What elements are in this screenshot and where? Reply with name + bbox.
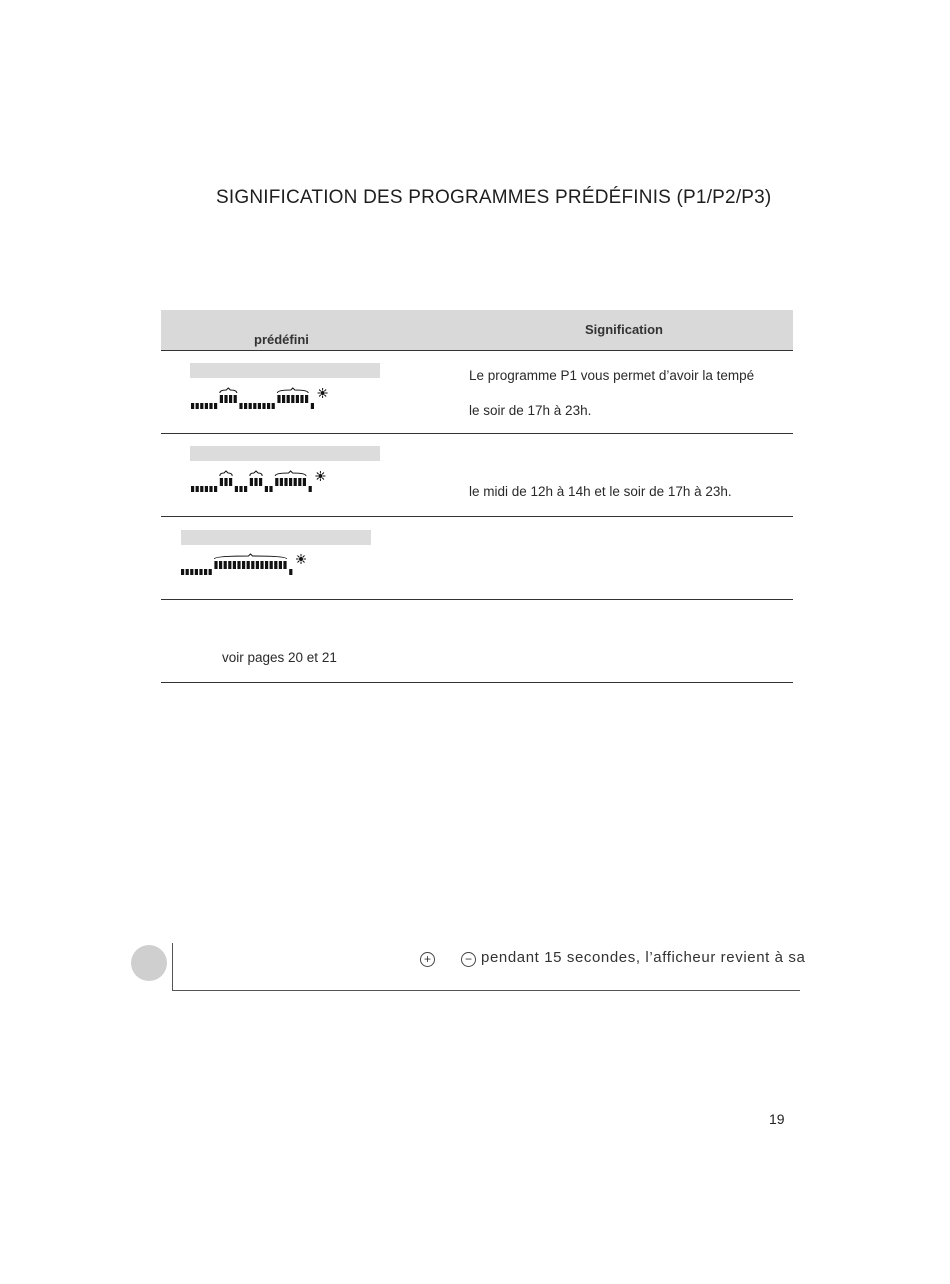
hour-segment xyxy=(200,486,203,492)
p3-timeline-icon xyxy=(181,555,381,583)
hour-segment xyxy=(300,395,303,403)
hour-segment xyxy=(267,403,270,409)
hour-segment xyxy=(214,561,217,569)
hour-segment xyxy=(311,403,314,409)
p2-timeline-icon xyxy=(191,472,391,500)
hour-segment xyxy=(251,561,254,569)
comfort-brace xyxy=(220,388,237,393)
footer-divider-vertical xyxy=(172,943,173,991)
hour-segment xyxy=(244,403,247,409)
hour-segment xyxy=(190,569,193,575)
minus-circle-icon: − xyxy=(461,952,476,967)
hour-segment xyxy=(233,561,236,569)
hour-segment xyxy=(200,403,203,409)
hour-segment xyxy=(296,395,299,403)
moon-icon xyxy=(318,484,322,492)
comfort-brace xyxy=(250,471,262,476)
hour-segment xyxy=(282,395,285,403)
hour-segment xyxy=(191,486,194,492)
hour-segment xyxy=(287,395,290,403)
hour-segment xyxy=(242,561,245,569)
see-pages-note: voir pages 20 et 21 xyxy=(222,650,337,665)
hour-segment xyxy=(262,403,265,409)
hour-segment xyxy=(305,395,308,403)
footer-instruction-text: pendant 15 secondes, l’afficheur revient à sa xyxy=(481,949,806,966)
table-row-p1 xyxy=(161,351,793,434)
sun-icon xyxy=(318,388,328,398)
hour-segment xyxy=(204,569,207,575)
hour-segment xyxy=(235,486,238,492)
page-number: 19 xyxy=(769,1111,785,1127)
hour-segment xyxy=(219,561,222,569)
hour-segment xyxy=(256,561,259,569)
hour-segment xyxy=(298,478,301,486)
program-label-bar xyxy=(181,530,371,545)
hour-segment xyxy=(229,395,232,403)
page-title: SIGNIFICATION DES PROGRAMMES PRÉDÉFINIS (P1/P2/P3) xyxy=(216,187,772,208)
hour-segment xyxy=(228,561,231,569)
header-signification: Signification xyxy=(585,322,663,337)
section-tab-marker xyxy=(131,945,167,981)
p2-signification-line-1: le midi de 12h à 14h et le soir de 17h à 23h. xyxy=(469,484,732,499)
footer-divider-horizontal xyxy=(172,990,800,991)
hour-segment xyxy=(284,478,287,486)
hour-segment xyxy=(265,486,268,492)
hour-segment xyxy=(220,395,223,403)
table-row-note xyxy=(161,600,793,683)
sun-icon xyxy=(315,471,325,481)
hour-segment xyxy=(224,478,227,486)
hour-segment xyxy=(258,403,261,409)
table-header xyxy=(161,310,793,351)
hour-segment xyxy=(303,478,306,486)
hour-segment xyxy=(196,403,199,409)
hour-segment xyxy=(191,403,194,409)
p1-timeline-icon xyxy=(191,389,391,417)
hour-segment xyxy=(265,561,268,569)
hour-segment xyxy=(199,569,202,575)
header-predefini: prédéfini xyxy=(254,332,309,347)
hour-segment xyxy=(270,561,273,569)
hour-segment xyxy=(283,561,286,569)
hour-segment xyxy=(274,561,277,569)
hour-segment xyxy=(196,486,199,492)
hour-segment xyxy=(259,478,262,486)
plus-circle-icon: + xyxy=(420,952,435,967)
hour-segment xyxy=(186,569,189,575)
hour-segment xyxy=(239,486,242,492)
hour-segment xyxy=(249,403,252,409)
hour-segment xyxy=(260,561,263,569)
hour-segment xyxy=(237,561,240,569)
hour-segment xyxy=(224,395,227,403)
hour-segment xyxy=(220,478,223,486)
hour-segment xyxy=(254,478,257,486)
sun-icon xyxy=(296,554,306,564)
table-row-p2 xyxy=(161,434,793,517)
comfort-brace xyxy=(214,554,286,559)
hour-segment xyxy=(253,403,256,409)
hour-segment xyxy=(247,561,250,569)
hour-segment xyxy=(250,478,253,486)
p1-signification-line-2: le soir de 17h à 23h. xyxy=(469,403,592,418)
hour-segment xyxy=(205,403,208,409)
hour-segment xyxy=(229,478,232,486)
hour-segment xyxy=(205,486,208,492)
hour-segment xyxy=(224,561,227,569)
hour-segment xyxy=(309,486,312,492)
comfort-brace xyxy=(275,471,306,476)
moon-icon xyxy=(299,567,303,575)
hour-segment xyxy=(294,478,297,486)
moon-icon xyxy=(320,401,324,409)
hour-segment xyxy=(289,478,292,486)
table-row-p3 xyxy=(161,517,793,600)
hour-segment xyxy=(272,403,275,409)
hour-segment xyxy=(214,486,217,492)
comfort-brace xyxy=(277,388,308,393)
hour-segment xyxy=(209,486,212,492)
hour-segment xyxy=(269,486,272,492)
hour-segment xyxy=(234,395,237,403)
hour-segment xyxy=(280,478,283,486)
hour-segment xyxy=(239,403,242,409)
hour-segment xyxy=(275,478,278,486)
hour-segment xyxy=(279,561,282,569)
comfort-brace xyxy=(220,471,232,476)
hour-segment xyxy=(244,486,247,492)
hour-segment xyxy=(289,569,292,575)
p1-signification-line-1: Le programme P1 vous permet d’avoir la tempé xyxy=(469,368,755,383)
hour-segment xyxy=(209,569,212,575)
hour-segment xyxy=(291,395,294,403)
hour-segment xyxy=(214,403,217,409)
hour-segment xyxy=(181,569,184,575)
hour-segment xyxy=(277,395,280,403)
hour-segment xyxy=(195,569,198,575)
programs-table xyxy=(161,310,793,683)
program-label-bar xyxy=(190,363,380,378)
program-label-bar xyxy=(190,446,380,461)
hour-segment xyxy=(209,403,212,409)
